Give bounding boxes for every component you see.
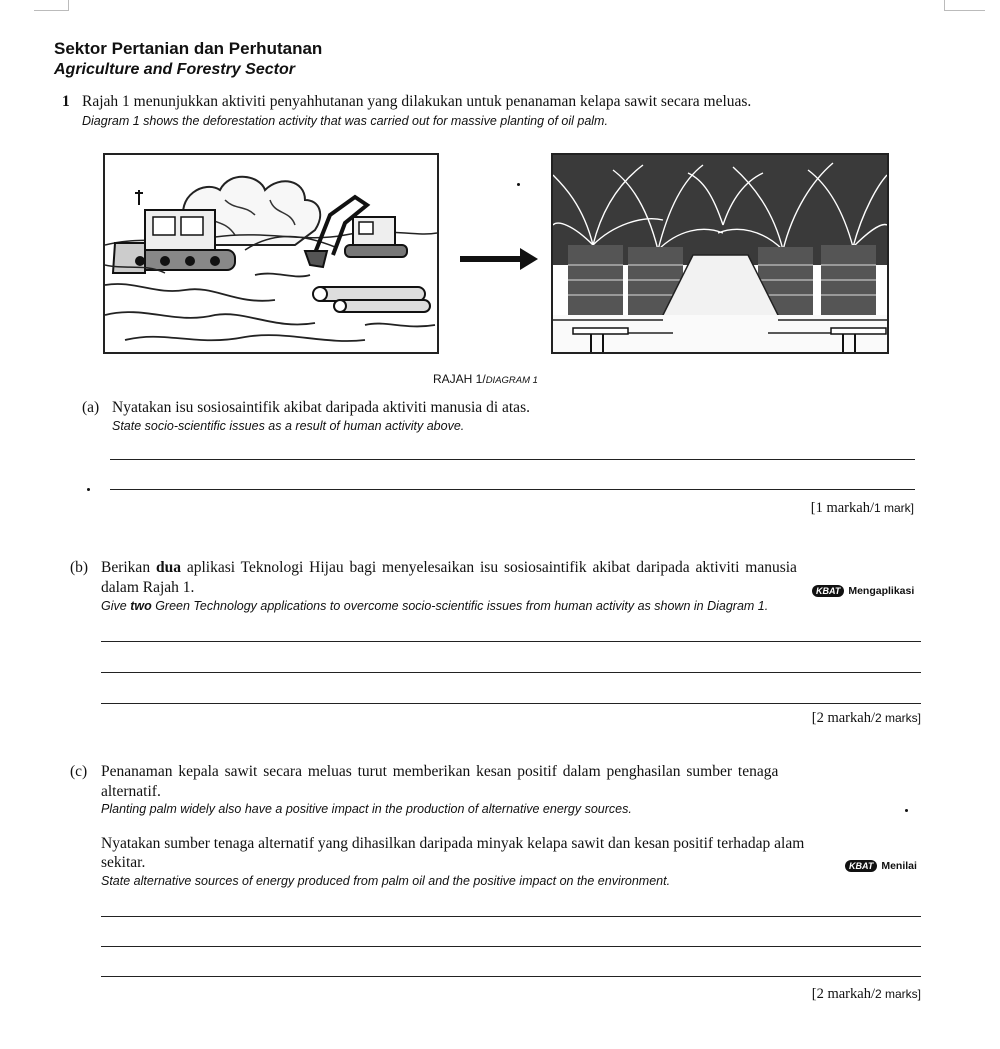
part-b-malay-line-2: dalam Rajah 1. — [101, 579, 195, 596]
part-c-answer-line-2[interactable] — [101, 946, 921, 947]
part-a-malay: Nyatakan isu sosiosaintifik akibat daripada aktiviti manusia di atas. — [112, 399, 530, 416]
arrow-icon — [460, 248, 538, 270]
part-c-answer-line-1[interactable] — [101, 916, 921, 917]
part-b-english-bold: two — [130, 599, 152, 613]
part-c-malay-2b: sekitar. — [101, 854, 146, 871]
section-title: Sektor Pertanian dan Perhutanan — [54, 39, 323, 58]
figure-caption-sub: DIAGRAM 1 — [485, 375, 538, 386]
part-b-malay-line-1 — [101, 558, 926, 578]
part-b-marks — [700, 710, 921, 727]
part-a-label: (a) — [82, 399, 100, 416]
part-c-kbat-badge: KBAT — [845, 860, 877, 872]
question-1-english: Diagram 1 shows the deforestation activity that was carried out for massive planting of oil palm. — [82, 114, 608, 128]
part-c-marks-english: 2 marks] — [874, 987, 921, 1001]
part-a-answer-line-2[interactable] — [110, 489, 915, 490]
palm-plantation-drawing — [553, 155, 887, 352]
part-b-answer-line-1[interactable] — [101, 641, 921, 642]
part-b-marks-english: 2 marks] — [874, 711, 921, 725]
part-c-malay-1: Penanaman kepala sawit secara meluas turut memberikan kesan positif dalam penghasilan sumber tenaga — [101, 763, 779, 780]
part-c-english-1: Planting palm widely also have a positive impact in the production of alternative energy sources. — [101, 802, 632, 816]
part-b-english-2: Green Technology applications to overcome socio-scientific issues from human activity as shown in Diagram 1. — [155, 599, 769, 613]
question-1-malay: Rajah 1 menunjukkan aktiviti penyahhutanan yang dilakukan untuk penanaman kelapa sawit secara meluas. — [82, 93, 752, 110]
part-b-kbat-label: Mengaplikasi — [848, 585, 915, 597]
part-b-english-1: Give — [101, 599, 127, 613]
part-b-english — [101, 598, 931, 614]
part-b-answer-line-2[interactable] — [101, 672, 921, 673]
part-b-malay-1: Berikan — [101, 559, 151, 576]
page-corner-right — [944, 0, 985, 11]
palm-plantation-illustration — [551, 153, 889, 354]
part-b-label: (b) — [70, 559, 89, 576]
part-c-marks-malay: [2 markah/ — [811, 986, 875, 1002]
stray-dot — [517, 183, 520, 186]
stray-dot-a — [87, 488, 90, 491]
part-a-answer-line-1[interactable] — [110, 459, 915, 460]
part-c-marks — [700, 986, 921, 1003]
part-c-malay-1b: alternatif. — [101, 783, 161, 800]
part-c-kbat-tag — [845, 856, 917, 874]
part-b-malay-bold: dua — [155, 559, 181, 576]
part-c-answer-line-3[interactable] — [101, 976, 921, 977]
section-subtitle: Agriculture and Forestry Sector — [54, 61, 295, 78]
part-c-kbat-label: Menilai — [881, 860, 917, 872]
part-b-kbat-badge: KBAT — [812, 585, 844, 597]
part-a-marks — [700, 500, 914, 517]
figure-caption — [433, 372, 538, 386]
part-c-english-2: State alternative sources of energy produced from palm oil and the positive impact on the environment. — [101, 874, 671, 888]
figure-caption-main: RAJAH 1/ — [433, 372, 486, 386]
page-corner-left — [34, 0, 69, 11]
part-b-malay-2: aplikasi Teknologi Hijau bagi menyelesaikan isu sosiosaintifik akibat daripada aktiviti manusia — [186, 559, 797, 576]
stray-dot-c — [905, 809, 908, 812]
part-b-marks-malay: [2 markah/ — [811, 710, 875, 726]
part-c-label: (c) — [70, 763, 88, 780]
part-b-answer-line-3[interactable] — [101, 703, 921, 704]
part-a-english: State socio-scientific issues as a result of human activity above. — [112, 419, 465, 433]
part-c-malay-2: Nyatakan sumber tenaga alternatif yang dihasilkan daripada minyak kelapa sawit dan kesan positif terhadap alam — [101, 835, 805, 852]
part-a-marks-english: 1 mark] — [873, 501, 914, 515]
part-b-kbat-tag — [812, 581, 914, 599]
deforestation-illustration — [103, 153, 439, 354]
deforestation-drawing — [105, 155, 437, 352]
part-a-marks-malay: [1 markah/ — [810, 500, 874, 516]
question-number: 1 — [62, 93, 70, 110]
